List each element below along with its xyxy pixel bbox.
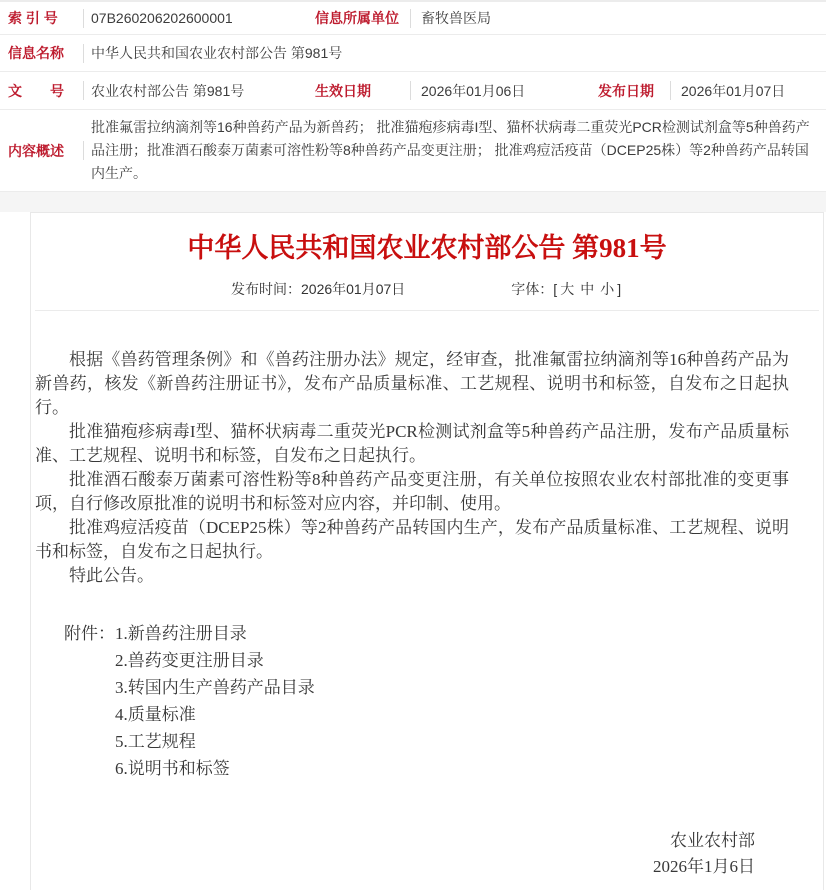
attachment-link-3[interactable]: 3.转国内生产兽药产品目录 (115, 678, 315, 697)
attachment-link-6[interactable]: 6.说明书和标签 (115, 759, 230, 778)
meta-row-docno-dates (0, 72, 826, 110)
document-metadata-table (0, 0, 826, 192)
attachments-label: 附件： (64, 624, 115, 643)
publish-date-label: 发布日期 (598, 82, 654, 99)
font-bracket-close: ] (617, 281, 622, 297)
meta-row-name (0, 35, 826, 72)
page-background-gap (0, 192, 826, 212)
attachment-link-4[interactable]: 4.质量标准 (115, 705, 196, 724)
signature-date: 2026年1月6日 (653, 857, 755, 876)
font-label: 字体： (511, 281, 554, 297)
info-unit-value: 畜牧兽医局 (421, 10, 491, 26)
publish-time (231, 279, 405, 299)
content-summary-label: 内容概述 (8, 142, 64, 159)
info-unit-label: 信息所属单位 (315, 10, 399, 26)
info-name-value: 中华人民共和国农业农村部公告 第981号 (91, 45, 343, 61)
page-title: 中华人民共和国农业农村部公告 第981号 (187, 233, 667, 263)
signature-issuer: 农业农村部 (670, 831, 755, 850)
attachment-link-2[interactable]: 2.兽药变更注册目录 (115, 651, 264, 670)
attachment-link-5[interactable]: 5.工艺规程 (115, 732, 196, 751)
effective-date-value: 2026年01月06日 (421, 82, 526, 99)
font-size-large-button[interactable]: 大 (560, 281, 575, 297)
publish-time-value: 2026年01月07日 (301, 281, 406, 297)
attachment-row (64, 620, 823, 647)
info-name-label: 信息名称 (8, 45, 64, 61)
index-number-label: 索 引 号 (8, 10, 58, 26)
publish-date-value: 2026年01月07日 (681, 82, 786, 99)
article-body (31, 348, 823, 588)
doc-number-label: 文 号 (8, 82, 64, 99)
title-divider (35, 310, 819, 311)
paragraph: 批准猫疱疹病毒I型、猫杯状病毒二重荧光PCR检测试剂盒等5种兽药产品注册，发布产品质量标准、工艺规程、说明书和标签，自发布之日起执行。 (35, 422, 789, 465)
paragraph: 根据《兽药管理条例》和《兽药注册办法》规定，经审查，批准氟雷拉纳滴剂等16种兽药产品为新兽药，核发《新兽药注册证书》，发布产品质量标准、工艺规程、说明书和标签，自发布之日起执行。 (35, 350, 789, 417)
paragraph: 批准鸡痘活疫苗（DCEP25株）等2种兽药产品转国内生产，发布产品质量标准、工艺规程、说明书和标签，自发布之日起执行。 (35, 518, 789, 561)
doc-number-value: 农业农村部公告 第981号 (91, 82, 245, 99)
publish-time-label: 发布时间： (231, 281, 301, 297)
attachment-link-1[interactable]: 1.新兽药注册目录 (115, 624, 247, 643)
index-number-value: 07B260206202600001 (91, 10, 233, 26)
publish-info-bar (31, 279, 823, 299)
effective-date-label: 生效日期 (315, 82, 371, 99)
content-summary-value: 批准氟雷拉纳滴剂等16种兽药产品为新兽药； 批准猫疱疹病毒I型、猫杯状病毒二重荧光PCR检测试剂盒等5种兽药产品注册；批准酒石酸泰万菌素可溶性粉等8种兽药产品变更注册； 批准鸡痘活疫苗（DCEP25株）等2种兽药产品转国内生产。 (91, 119, 810, 181)
font-size-small-button[interactable]: 小 (600, 281, 615, 297)
announcement-document (30, 212, 824, 890)
meta-row-index (0, 2, 826, 35)
attachments-list (31, 620, 823, 782)
signature-block (31, 828, 823, 880)
font-size-control (511, 279, 621, 299)
paragraph: 批准酒石酸泰万菌素可溶性粉等8种兽药产品变更注册，有关单位按照农业农村部批准的变更事项，自行修改原批准的说明书和标签对应内容，并印制、使用。 (35, 470, 789, 513)
meta-row-summary (0, 110, 826, 192)
paragraph: 特此公告。 (69, 566, 154, 585)
font-size-medium-button[interactable]: 中 (580, 281, 595, 297)
font-bracket-open: [ (553, 281, 558, 297)
